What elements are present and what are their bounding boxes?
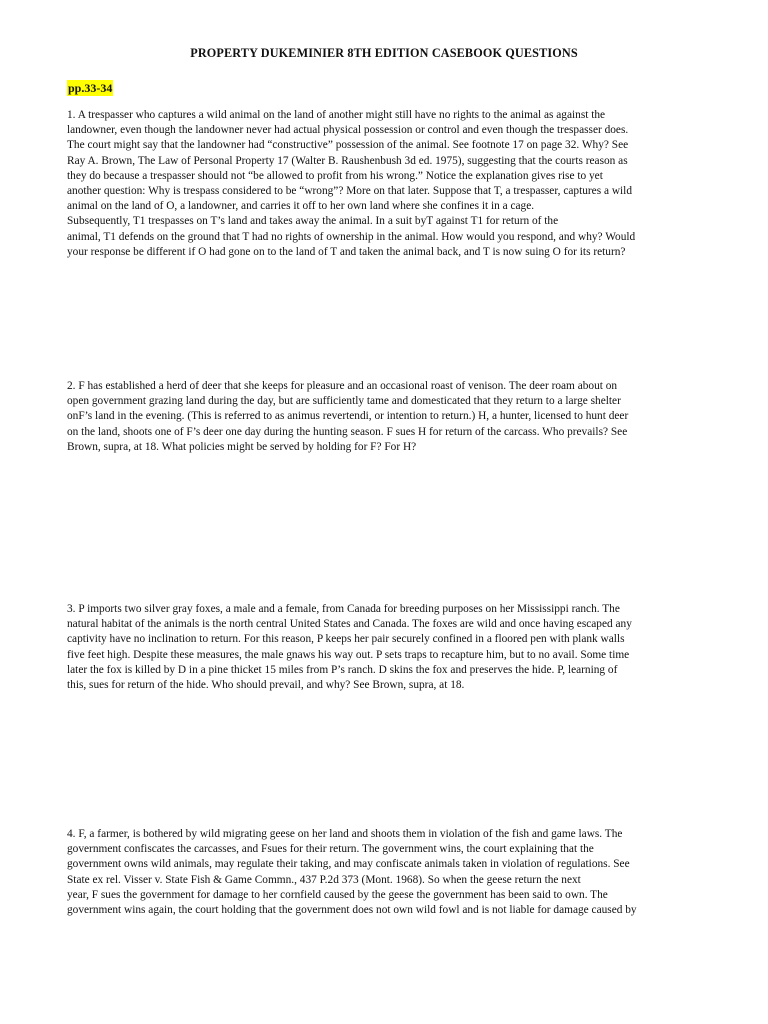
question-line: landowner, even though the landowner never had actual physical possession or control and even though the trespasser does. <box>67 124 629 137</box>
question-line: Subsequently, T1 trespasses on T’s land and takes away the animal. In a suit byT against T1 for return of the <box>67 215 559 228</box>
question-line: captivity have no inclination to return. For this reason, P keeps her pair securely confined in a floored pen with plank walls <box>67 633 625 646</box>
question-line: five feet high. Despite these measures, the male gnaws his way out. P sets traps to recapture him, but to no avail. Some time <box>67 648 630 661</box>
page-reference-highlight: pp.33-34 <box>68 81 113 95</box>
question-line: 2. F has established a herd of deer that she keeps for pleasure and an occasional roast of venison. The deer roam about on <box>67 380 618 392</box>
question-line: year, F sues the government for damage to her cornfield caused by the geese the government has been said to own. The <box>67 888 608 901</box>
question-line: 1. A trespasser who captures a wild animal on the land of another might still have no rights to the animal as against the <box>67 109 606 121</box>
document-title: PROPERTY DUKEMINIER 8TH EDITION CASEBOOK QUESTIONS <box>190 46 578 60</box>
question-line: open government grazing land during the day, but are sufficiently tame and domesticated that they return to a large shelter <box>67 395 621 408</box>
question-line: Brown, supra, at 18. What policies might be served by holding for F? For H? <box>67 440 417 453</box>
question-line: State ex rel. Visser v. State Fish & Game Commn., 437 P.2d 373 (Mont. 1968). So when the geese return the next <box>67 873 581 886</box>
question-1 <box>67 108 703 260</box>
question-line: animal on the land of O, a landowner, and carries it off to her own land where she confines it in a cage. <box>67 200 535 213</box>
question-line: on the land, shoots one of F’s deer one day during the hunting season. F sues H for return of the carcass. Who prevails? See <box>67 425 628 438</box>
question-line: government owns wild animals, may regulate their taking, and may confiscate animals taken in violation of regulations. See <box>67 858 630 871</box>
question-line: they do because a trespasser should not “be allowed to profit from his wrong.” Notice the explanation gives rise to yet <box>67 169 603 182</box>
question-line: Ray A. Brown, The Law of Personal Property 17 (Walter B. Raushenbush 3d ed. 1975), suggesting that the courts reason as <box>67 154 628 167</box>
question-line: 4. F, a farmer, is bothered by wild migrating geese on her land and shoots them in violation of the fish and game laws. The <box>67 828 623 840</box>
question-line: animal, T1 defends on the ground that T had no rights of ownership in the animal. How would you respond, and why? Would <box>67 230 636 243</box>
question-line: this, sues for return of the hide. Who should prevail, and why? See Brown, supra, at 18. <box>67 679 465 692</box>
question-line: government confiscates the carcasses, and Fsues for their return. The government wins, the court explaining that the <box>67 843 594 856</box>
question-line: later the fox is killed by D in a pine thicket 15 miles from P’s ranch. D skins the fox and preserves the hide. P, learning of <box>67 663 618 676</box>
question-line: onF’s land in the evening. (This is referred to as animus revertendi, or intention to return.) H, a hunter, licensed to hunt deer <box>67 410 629 423</box>
question-2 <box>67 379 703 455</box>
question-4 <box>67 827 703 918</box>
question-line: government wins again, the court holding that the government does not own wild fowl and is not liable for damage caused by <box>67 904 637 917</box>
question-line: The court might say that the landowner had “constructive” possession of the animal. See footnote 17 on page 32. Why? See <box>67 139 629 152</box>
question-line: natural habitat of the animals is the north central United States and Canada. The foxes are wild and once having escaped any <box>67 618 632 631</box>
question-line: 3. P imports two silver gray foxes, a male and a female, from Canada for breeding purposes on her Mississippi ranch. The <box>67 603 620 615</box>
question-3 <box>67 602 703 693</box>
question-line: your response be different if O had gone on to the land of T and taken the animal back, and T is now suing O for its return? <box>67 245 626 258</box>
question-line: another question: Why is trespass considered to be “wrong”? More on that later. Suppose that T, a trespasser, captures a wild <box>67 185 633 198</box>
